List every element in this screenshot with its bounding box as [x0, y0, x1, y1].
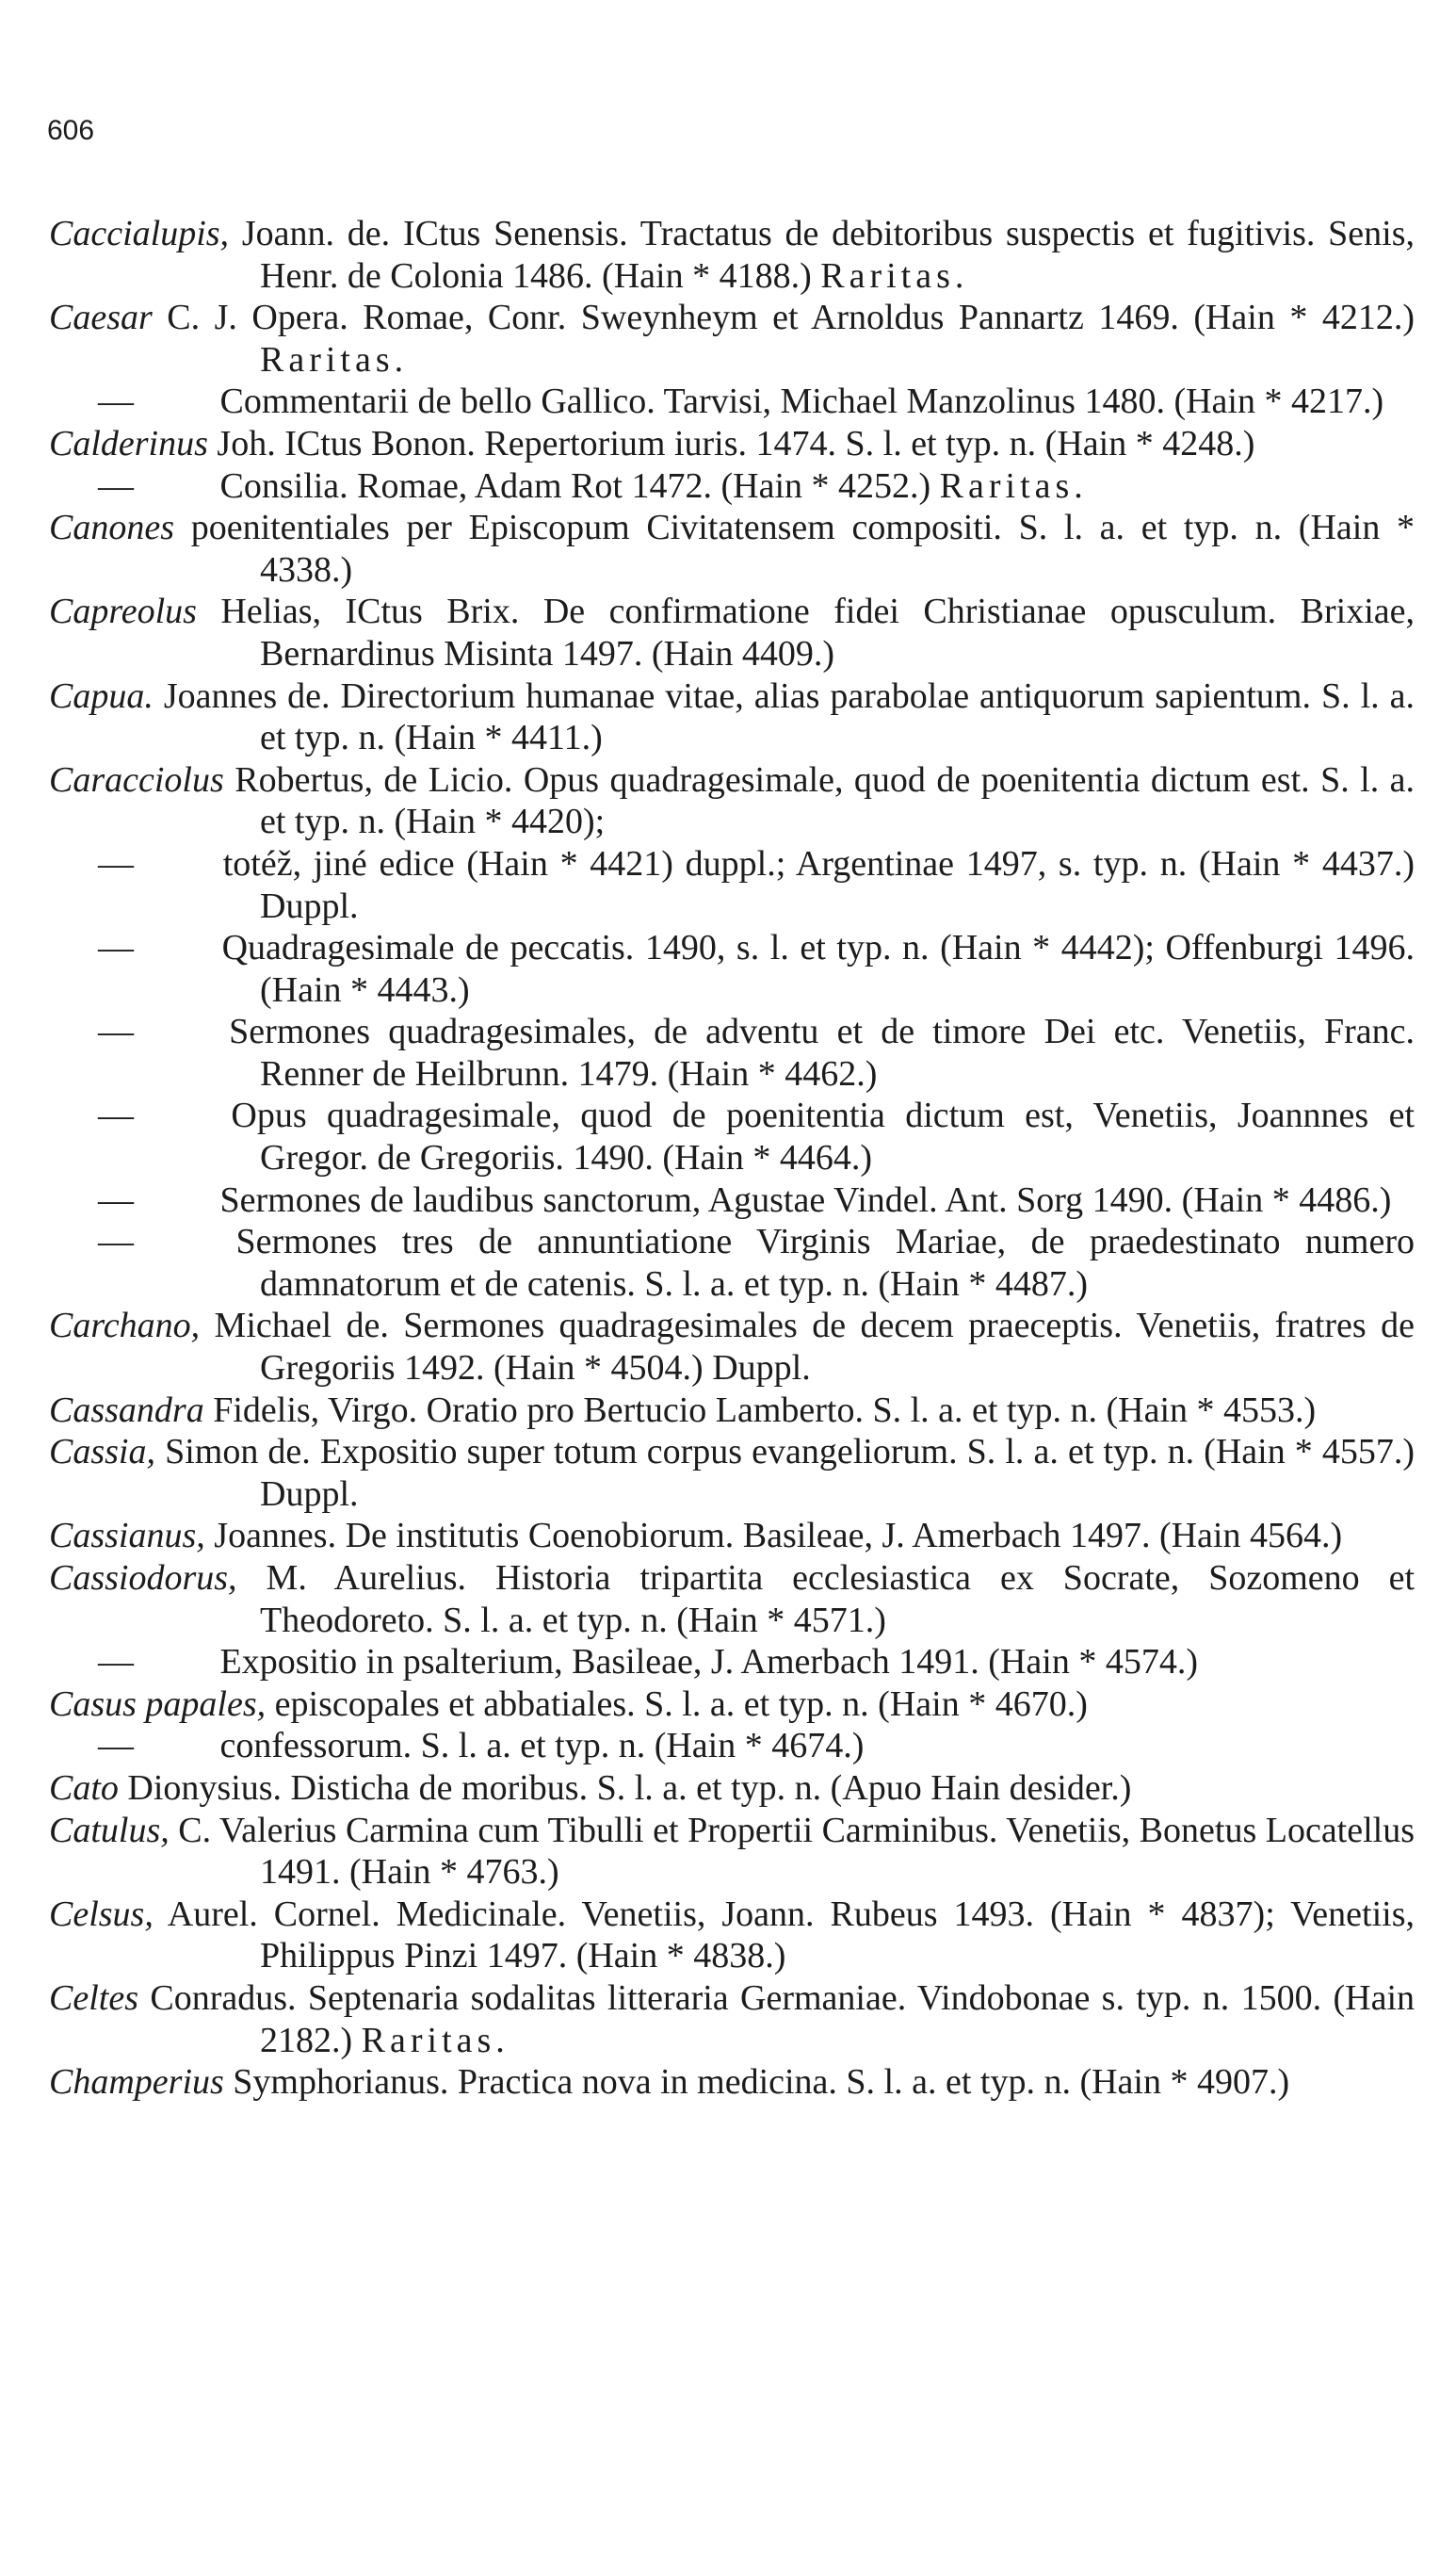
- entry-text: Joh. ICtus Bonon. Repertorium iuris. 1474. S. l. et typ. n. (Hain * 4248.): [217, 423, 1255, 463]
- entry-text: Fidelis, Virgo. Oratio pro Bertucio Lamberto. S. l. a. et typ. n. (Hain * 4553.): [213, 1390, 1317, 1430]
- catalogue-subentry: [49, 843, 1415, 927]
- catalogue-entry: [49, 1810, 1415, 1894]
- raritas-note: Raritas.: [260, 339, 409, 380]
- catalogue-entry: [49, 675, 1415, 759]
- catalogue-entry: [49, 1305, 1415, 1389]
- entry-dash: —: [98, 1012, 134, 1052]
- catalogue-entry: [49, 1390, 1415, 1432]
- entry-text: Simon de. Expositio super totum corpus evangeliorum. S. l. a. et typ. n. (Hain * 4557.) Duppl.: [165, 1432, 1416, 1514]
- catalogue-entry: [49, 591, 1415, 675]
- catalogue-subentry: [49, 1011, 1415, 1095]
- entry-text: Symphorianus. Practica nova in medicina. S. l. a. et typ. n. (Hain * 4907.): [233, 2062, 1290, 2103]
- entry-heading: Cassiodorus,: [49, 1558, 237, 1598]
- entry-dash: —: [98, 1096, 134, 1136]
- entry-dash: —: [98, 1222, 134, 1262]
- catalogue-entry: [49, 1894, 1415, 1977]
- entry-heading: Caesar: [49, 298, 153, 338]
- entry-text: confessorum. S. l. a. et typ. n. (Hain * 4674.): [219, 1726, 865, 1766]
- entry-text: M. Aurelius. Historia tripartita ecclesiastica ex Socrate, Sozomeno et Theodoreto. S. l. a. et typ. n. (Hain * 4571.): [260, 1558, 1416, 1640]
- entry-heading: Caccialupis,: [49, 214, 230, 253]
- raritas-note: Raritas.: [361, 2020, 510, 2060]
- entry-dash: —: [98, 1642, 134, 1683]
- entry-heading: Cassandra: [49, 1390, 204, 1430]
- entry-heading: Celtes: [49, 1977, 138, 2018]
- catalogue-entry: [49, 1767, 1415, 1810]
- entry-text: Conradus. Septenaria sodalitas litteraria Germaniae. Vindobonae s. typ. n. 1500. (Hain 2182.): [150, 1977, 1416, 2060]
- entry-text: Michael de. Sermones quadragesimales de decem praeceptis. Venetiis, fratres de Gregoriis 1492. (Hain * 4504.) Duppl.: [214, 1306, 1416, 1389]
- entry-heading: Casus papales,: [49, 1683, 267, 1724]
- catalogue-entry: [49, 1557, 1415, 1641]
- entry-dash: —: [98, 382, 134, 422]
- entry-heading: Caracciolus: [49, 759, 224, 800]
- entry-dash: —: [98, 465, 134, 506]
- raritas-note: Raritas.: [820, 255, 969, 296]
- entry-text: totéž, jiné edice (Hain * 4421) duppl.; Argentinae 1497, s. typ. n. (Hain * 4437.) Duppl.: [222, 843, 1416, 926]
- entry-text: Aurel. Cornel. Medicinale. Venetiis, Joann. Rubeus 1493. (Hain * 4837); Venetiis, Philippus Pinzi 1497. (Hain * 4838.): [167, 1894, 1415, 1976]
- entry-heading: Cassia,: [49, 1432, 155, 1472]
- entry-dash: —: [98, 843, 134, 884]
- entry-text: C. Valerius Carmina cum Tibulli et Propertii Carminibus. Venetiis, Bonetus Locatellus 1491. (Hain * 4763.): [178, 1810, 1416, 1893]
- catalogue-entry: [49, 1683, 1415, 1726]
- entry-heading: Capreolus: [49, 592, 197, 632]
- entry-text: episcopales et abbatiales. S. l. a. et typ. n. (Hain * 4670.): [274, 1683, 1088, 1724]
- entry-text: Joannes de. Directorium humanae vitae, alias parabolae antiquorum sapientum. S. l. a. et typ. n. (Hain * 4411.): [163, 675, 1415, 758]
- entry-text: Sermones de laudibus sanctorum, Agustae Vindel. Ant. Sorg 1490. (Hain * 4486.): [219, 1179, 1392, 1220]
- entry-text: C. J. Opera. Romae, Conr. Sweynheym et Arnoldus Pannartz 1469. (Hain * 4212.): [167, 298, 1415, 338]
- entry-text: Sermones quadragesimales, de adventu et de timore Dei etc. Venetiis, Franc. Renner de Heilbrunn. 1479. (Hain * 4462.): [229, 1012, 1416, 1094]
- entry-dash: —: [98, 1726, 134, 1766]
- catalogue-entry: [49, 1431, 1415, 1515]
- entry-heading: Catulus,: [49, 1810, 170, 1850]
- catalogue-subentry: [49, 927, 1415, 1011]
- entry-heading: Canones: [49, 508, 174, 548]
- entry-text: poenitentiales per Episcopum Civitatensem compositi. S. l. a. et typ. n. (Hain * 4338.): [190, 508, 1416, 590]
- entry-heading: Celsus,: [49, 1894, 154, 1934]
- entry-heading: Carchano,: [49, 1306, 201, 1346]
- catalogue-entry: [49, 297, 1415, 381]
- catalogue-subentry: [49, 1221, 1415, 1305]
- entry-text: Dionysius. Disticha de moribus. S. l. a. et typ. n. (Apuo Hain desider.): [127, 1767, 1132, 1808]
- raritas-note: Raritas.: [939, 465, 1088, 506]
- catalogue-entries: [49, 213, 1415, 2104]
- entry-text: Commentarii de bello Gallico. Tarvisi, Michael Manzolinus 1480. (Hain * 4217.): [219, 382, 1384, 422]
- entry-text: Sermones tres de annuntiatione Virginis Mariae, de praedestinato numero damnatorum et de catenis. S. l. a. et typ. n. (Hain * 4487.): [235, 1222, 1416, 1304]
- entry-text: Robertus, de Licio. Opus quadragesimale, quod de poenitentia dictum est. S. l. a. et typ. n. (Hain * 4420);: [235, 759, 1416, 842]
- catalogue-entry: [49, 1515, 1415, 1557]
- catalogue-entry: [49, 2061, 1415, 2104]
- entry-text: Opus quadragesimale, quod de poenitentia dictum est, Venetiis, Joannnes et Gregor. de Gregoriis. 1490. (Hain * 4464.): [231, 1096, 1415, 1179]
- entry-heading: Champerius: [49, 2062, 224, 2103]
- entry-heading: Cato: [49, 1767, 119, 1808]
- entry-text: Consilia. Romae, Adam Rot 1472. (Hain * 4252.): [219, 465, 931, 506]
- entry-heading: Capua.: [49, 675, 154, 716]
- catalogue-subentry: [49, 465, 1415, 508]
- entry-heading: Calderinus: [49, 423, 208, 463]
- catalogue-subentry: [49, 1641, 1415, 1683]
- entry-dash: —: [98, 1179, 134, 1220]
- page-number: 606: [47, 115, 95, 146]
- entry-text: Joann. de. ICtus Senensis. Tractatus de debitoribus suspectis et fugitivis. Senis, Henr. de Colonia 1486. (Hain * 4188.): [241, 214, 1415, 296]
- entry-dash: —: [98, 928, 134, 968]
- catalogue-entry: [49, 213, 1415, 297]
- catalogue-subentry: [49, 381, 1415, 423]
- catalogue-subentry: [49, 1095, 1415, 1179]
- entry-text: Joannes. De institutis Coenobiorum. Basileae, J. Amerbach 1497. (Hain 4564.): [214, 1516, 1343, 1556]
- catalogue-entry: [49, 1977, 1415, 2061]
- entry-text: Helias, ICtus Brix. De confirmatione fidei Christianae opusculum. Brixiae, Bernardinus Misinta 1497. (Hain 4409.): [220, 592, 1415, 674]
- catalogue-entry: [49, 507, 1415, 591]
- entry-text: Expositio in psalterium, Basileae, J. Amerbach 1491. (Hain * 4574.): [219, 1642, 1198, 1683]
- catalogue-entry: [49, 759, 1415, 843]
- entry-text: Quadragesimale de peccatis. 1490, s. l. et typ. n. (Hain * 4442); Offenburgi 1496. (Hain * 4443.): [221, 928, 1415, 1010]
- catalogue-entry: [49, 423, 1415, 465]
- entry-heading: Cassianus,: [49, 1516, 205, 1556]
- catalogue-subentry: [49, 1179, 1415, 1222]
- catalogue-subentry: [49, 1725, 1415, 1767]
